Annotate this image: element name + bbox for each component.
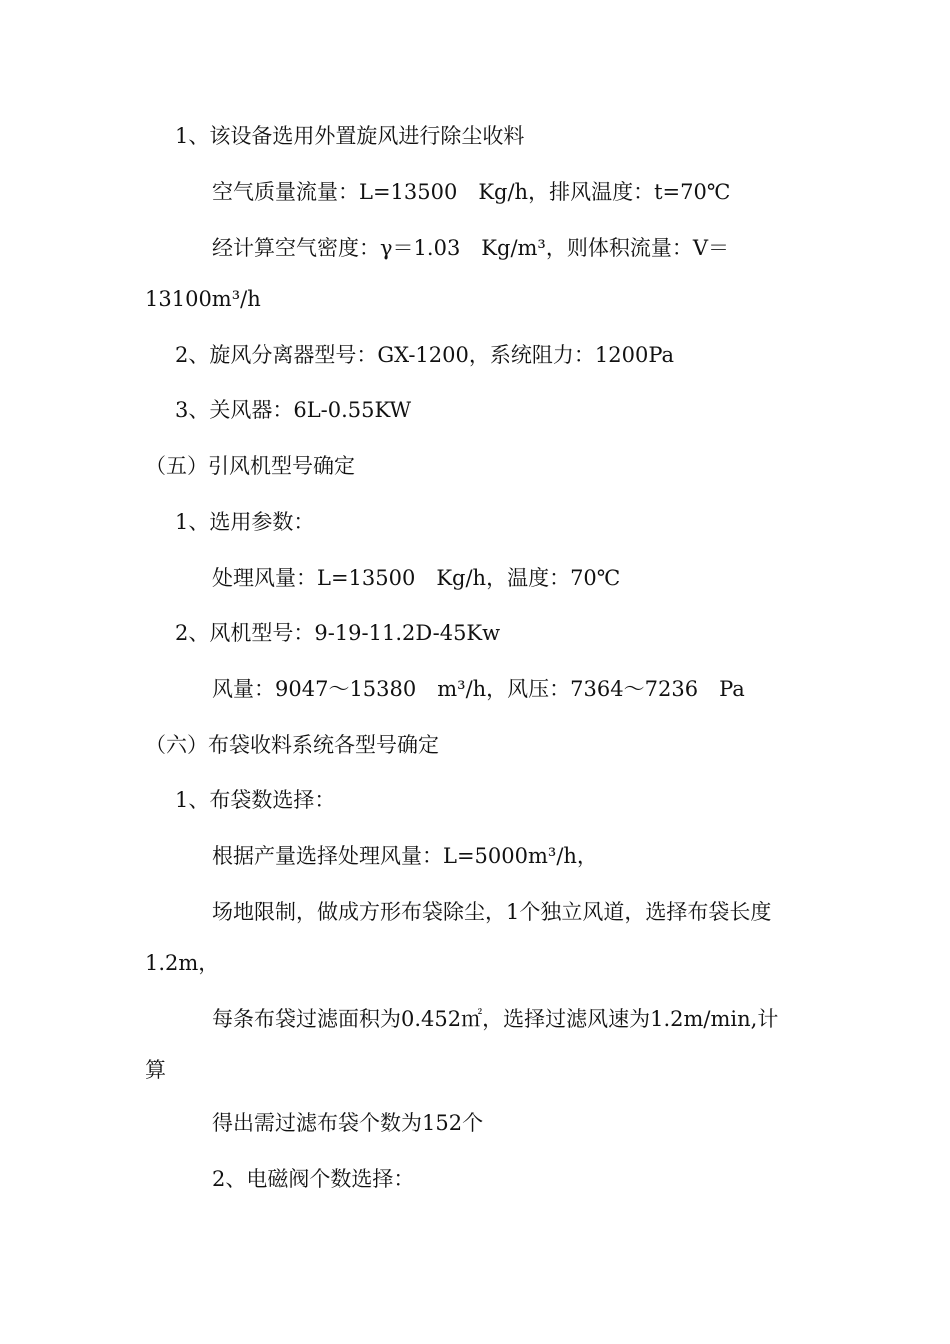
text-line-3: 经计算空气密度：γ＝1.03 Kg/m³，则体积流量：V＝ <box>212 236 730 260</box>
text-line-1: 1、该设备选用外置旋风进行除尘收料 <box>175 124 525 148</box>
text-line-15: 场地限制，做成方形布袋除尘，1个独立风道，选择布袋长度 <box>212 900 772 924</box>
text-line-16: 1.2m， <box>145 951 220 975</box>
text-line-18: 算 <box>145 1058 166 1082</box>
text-line-2: 空气质量流量：L=13500 Kg/h，排风温度：t=70℃ <box>212 180 731 204</box>
text-line-4: 13100m³/h <box>145 287 261 311</box>
section-heading-5: （五）引风机型号确定 <box>145 454 355 478</box>
text-line-8: 1、选用参数： <box>175 510 315 534</box>
text-line-14: 根据产量选择处理风量：L=5000m³/h， <box>212 844 598 868</box>
text-line-19: 得出需过滤布袋个数为152个 <box>212 1111 484 1135</box>
text-line-20: 2、电磁阀个数选择： <box>212 1167 415 1191</box>
text-line-13: 1、布袋数选择： <box>175 788 336 812</box>
text-line-5: 2、旋风分离器型号：GX-1200，系统阻力：1200Pa <box>175 343 675 367</box>
text-line-11: 风量：9047～15380 m³/h，风压：7364～7236 Pa <box>212 677 745 701</box>
text-line-10: 2、风机型号：9-19-11.2D-45Kw <box>175 621 501 645</box>
text-line-6: 3、关风器：6L-0.55KW <box>175 398 412 422</box>
text-line-9: 处理风量：L=13500 Kg/h，温度：70℃ <box>212 566 621 590</box>
section-heading-6: （六）布袋收料系统各型号确定 <box>145 733 439 757</box>
text-line-17: 每条布袋过滤面积为0.452㎡，选择过滤风速为1.2m/min,计 <box>212 1007 779 1031</box>
